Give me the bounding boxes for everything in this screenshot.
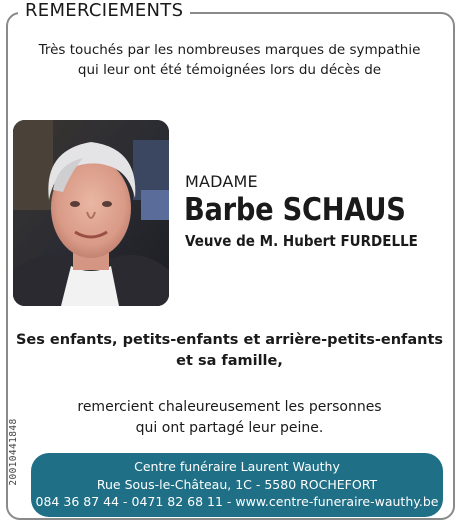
- funeral-home-address: Rue Sous-le-Château, 1C - 5580 ROCHEFORT: [96, 476, 378, 492]
- thanks-line-1: remercient chaleureusement les personnes: [77, 399, 382, 415]
- thanks-line-2: qui ont partagé leur peine.: [135, 420, 324, 436]
- family-line-2: et sa famille,: [176, 353, 283, 369]
- funeral-home-name: Centre funéraire Laurent Wauthy: [134, 459, 340, 474]
- funeral-home-contact: 084 36 87 44 - 0471 82 68 11 - www.centre-funeraire-wauthy.be: [35, 494, 439, 509]
- deceased-title: MADAME: [185, 172, 258, 191]
- section-title: REMERCIEMENTS: [18, 0, 190, 22]
- portrait-photo: [13, 120, 169, 306]
- deceased-name: Barbe SCHAUS: [184, 192, 406, 228]
- family-line-1: Ses enfants, petits-enfants et arrière-petits-enfants: [15, 332, 444, 348]
- intro-line-2: qui leur ont été témoignées lors du décès de: [77, 62, 382, 78]
- intro-line-1: Très touchés par les nombreuses marques de sympathie: [38, 42, 421, 58]
- deceased-spouse: Veuve de M. Hubert FURDELLE: [185, 232, 418, 250]
- funeral-home-banner: [31, 453, 443, 517]
- reference-number: 20010441848: [8, 418, 19, 486]
